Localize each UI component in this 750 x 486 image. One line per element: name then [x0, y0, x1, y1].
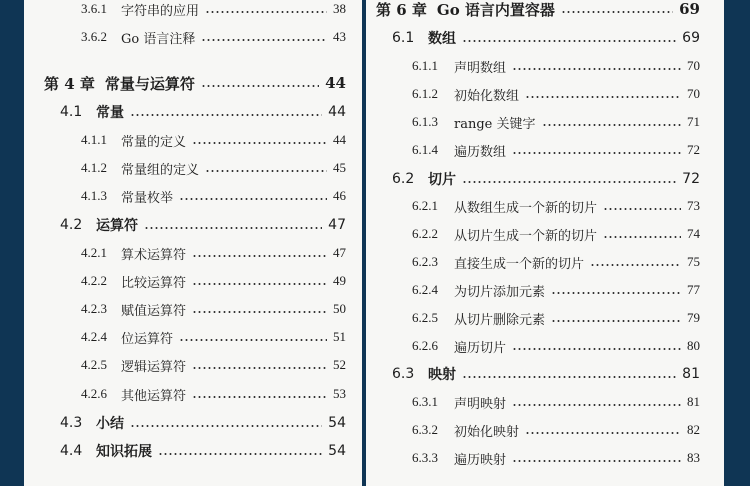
dot-leader: [179, 339, 327, 341]
toc-section-row: [60, 101, 346, 123]
toc-number: 第 6 章: [376, 0, 427, 19]
toc-sub-row: [412, 83, 700, 105]
toc-title: Go 语言注释: [121, 31, 196, 47]
dot-leader: [512, 460, 681, 462]
dot-leader: [179, 198, 327, 200]
toc-title: 从切片生成一个新的切片: [454, 228, 598, 244]
dot-leader: [525, 432, 681, 434]
right-page: [366, 0, 724, 486]
toc-number: 4.2.4: [81, 329, 107, 344]
toc-sub-row: [412, 419, 700, 441]
toc-title: 位运算符: [121, 331, 174, 347]
toc-page-number: 83: [687, 450, 700, 465]
toc-page-number: 43: [333, 29, 346, 44]
toc-sub-row: [412, 223, 700, 245]
toc-chapter-row: [44, 72, 346, 94]
dot-leader: [561, 11, 673, 13]
toc-title: 遍历数组: [454, 144, 507, 160]
dot-leader: [525, 96, 681, 98]
toc-title: 从切片删除元素: [454, 312, 546, 328]
toc-page-number: 54: [328, 443, 346, 459]
toc-number: 3.6.1: [81, 1, 107, 16]
toc-title: 从数组生成一个新的切片: [454, 200, 598, 216]
toc-number: 4.1.2: [81, 160, 107, 175]
toc-number: 6.3.1: [412, 394, 438, 409]
toc-page-number: 44: [325, 74, 346, 92]
toc-page-number: 72: [682, 171, 700, 187]
dot-leader: [462, 40, 676, 42]
toc-sub-row: [81, 383, 346, 405]
toc-sub-row: [81, 0, 346, 20]
toc-number: 4.1.1: [81, 132, 107, 147]
toc-sub-row: [412, 111, 700, 133]
toc-sub-row: [81, 270, 346, 292]
toc-number: 6.1.3: [412, 114, 438, 129]
toc-sub-row: [412, 251, 700, 273]
toc-number: 4.3: [60, 415, 83, 431]
toc-page-number: 50: [333, 301, 346, 316]
dot-leader: [192, 367, 327, 369]
toc-title: 字符串的应用: [121, 3, 200, 19]
toc-page-number: 51: [333, 329, 346, 344]
toc-page-number: 70: [687, 58, 700, 73]
toc-page-number: 54: [328, 415, 346, 431]
toc-title: 运算符: [96, 218, 138, 234]
toc-title: 直接生成一个新的切片: [454, 256, 585, 272]
toc-page-number: 77: [687, 282, 700, 297]
toc-page-number: 73: [687, 198, 700, 213]
toc-sub-row: [81, 26, 346, 48]
toc-title: range 关键字: [454, 116, 536, 132]
toc-sub-row: [412, 391, 700, 413]
toc-page-number: 46: [333, 188, 346, 203]
toc-title: 遍历映射: [454, 452, 507, 468]
dot-leader: [205, 11, 327, 13]
toc-page-number: 53: [333, 386, 346, 401]
toc-number: 6.2.6: [412, 338, 438, 353]
left-page: [24, 0, 362, 486]
toc-title: 常量枚举: [121, 190, 174, 206]
toc-sub-row: [412, 447, 700, 469]
toc-title: 其他运算符: [121, 388, 187, 404]
toc-number: 4.2.2: [81, 273, 107, 288]
toc-sub-row: [81, 242, 346, 264]
toc-title: 为切片添加元素: [454, 284, 546, 300]
toc-page-number: 52: [333, 357, 346, 372]
toc-number: 4.1: [60, 104, 83, 120]
toc-sub-row: [412, 55, 700, 77]
toc-number: 6.2.4: [412, 282, 438, 297]
toc-number: 第 4 章: [44, 74, 95, 93]
toc-page-number: 69: [682, 30, 700, 46]
toc-number: 6.1.1: [412, 58, 438, 73]
toc-page-number: 74: [687, 226, 700, 241]
toc-section-row: [392, 363, 700, 385]
toc-title: Go 语言内置容器: [436, 0, 555, 19]
toc-title: 常量: [96, 105, 124, 121]
dot-leader: [542, 124, 682, 126]
dot-leader: [201, 39, 327, 41]
toc-title: 算术运算符: [121, 247, 187, 263]
dot-leader: [158, 453, 322, 455]
toc-title: 切片: [428, 172, 456, 188]
toc-number: 6.2.1: [412, 198, 438, 213]
dot-leader: [603, 208, 681, 210]
dot-leader: [205, 170, 327, 172]
dot-leader: [192, 142, 327, 144]
toc-chapter-row: [376, 0, 700, 20]
toc-title: 常量的定义: [121, 134, 187, 150]
dot-leader: [512, 404, 681, 406]
toc-number: 6.3.2: [412, 422, 438, 437]
toc-page-number: 47: [333, 245, 346, 260]
toc-number: 4.4: [60, 443, 83, 459]
toc-page-number: 79: [687, 310, 700, 325]
toc-number: 4.2.6: [81, 386, 107, 401]
toc-number: 6.3: [392, 366, 415, 382]
dot-leader: [130, 114, 322, 116]
dot-leader: [590, 264, 681, 266]
toc-page-number: 71: [687, 114, 700, 129]
toc-section-row: [392, 168, 700, 190]
toc-number: 6.1: [392, 30, 415, 46]
toc-title: 声明映射: [454, 396, 507, 412]
toc-number: 6.2.5: [412, 310, 438, 325]
toc-number: 6.2.3: [412, 254, 438, 269]
toc-sub-row: [81, 129, 346, 151]
toc-title: 常量与运算符: [104, 74, 195, 93]
dot-leader: [551, 320, 681, 322]
toc-section-row: [60, 214, 346, 236]
toc-number: 6.1.2: [412, 86, 438, 101]
toc-title: 映射: [428, 367, 456, 383]
toc-page-number: 81: [687, 394, 700, 409]
dot-leader: [144, 227, 322, 229]
toc-page-number: 72: [687, 142, 700, 157]
toc-sub-row: [412, 139, 700, 161]
toc-sub-row: [81, 354, 346, 376]
toc-page-number: 70: [687, 86, 700, 101]
toc-page-number: 49: [333, 273, 346, 288]
toc-title: 常量组的定义: [121, 162, 200, 178]
toc-page-number: 75: [687, 254, 700, 269]
dot-leader: [192, 283, 327, 285]
dot-leader: [462, 181, 676, 183]
dot-leader: [130, 425, 322, 427]
dot-leader: [192, 255, 327, 257]
toc-title: 数组: [428, 31, 456, 47]
toc-number: 3.6.2: [81, 29, 107, 44]
dot-leader: [201, 85, 319, 87]
toc-sub-row: [412, 307, 700, 329]
toc-sub-row: [81, 157, 346, 179]
dot-leader: [603, 236, 681, 238]
toc-number: 6.1.4: [412, 142, 438, 157]
toc-sub-row: [81, 326, 346, 348]
dot-leader: [512, 152, 681, 154]
toc-page-number: 44: [328, 104, 346, 120]
toc-section-row: [60, 440, 346, 462]
toc-page-number: 69: [679, 0, 700, 18]
toc-sub-row: [412, 195, 700, 217]
dot-leader: [192, 311, 327, 313]
toc-page-number: 44: [333, 132, 346, 147]
toc-page-number: 47: [328, 217, 346, 233]
dot-leader: [512, 348, 681, 350]
toc-sub-row: [81, 185, 346, 207]
dot-leader: [462, 376, 676, 378]
toc-number: 6.3.3: [412, 450, 438, 465]
toc-page-number: 80: [687, 338, 700, 353]
toc-title: 逻辑运算符: [121, 359, 187, 375]
toc-number: 4.1.3: [81, 188, 107, 203]
toc-title: 赋值运算符: [121, 303, 187, 319]
toc-number: 4.2.5: [81, 357, 107, 372]
toc-title: 比较运算符: [121, 275, 187, 291]
toc-page-number: 82: [687, 422, 700, 437]
toc-title: 初始化映射: [454, 424, 520, 440]
toc-number: 6.2.2: [412, 226, 438, 241]
toc-number: 4.2.3: [81, 301, 107, 316]
toc-sub-row: [81, 298, 346, 320]
toc-page-number: 45: [333, 160, 346, 175]
toc-title: 初始化数组: [454, 88, 520, 104]
dot-leader: [192, 396, 327, 398]
toc-title: 声明数组: [454, 60, 507, 76]
toc-sub-row: [412, 335, 700, 357]
toc-title: 知识拓展: [96, 444, 152, 460]
toc-number: 6.2: [392, 171, 415, 187]
toc-title: 小结: [96, 416, 124, 432]
dot-leader: [551, 292, 681, 294]
toc-sub-row: [412, 279, 700, 301]
toc-section-row: [392, 27, 700, 49]
toc-page-number: 38: [333, 1, 346, 16]
toc-title: 遍历切片: [454, 340, 507, 356]
toc-number: 4.2.1: [81, 245, 107, 260]
dot-leader: [512, 68, 681, 70]
toc-section-row: [60, 412, 346, 434]
toc-number: 4.2: [60, 217, 83, 233]
toc-page-number: 81: [682, 366, 700, 382]
